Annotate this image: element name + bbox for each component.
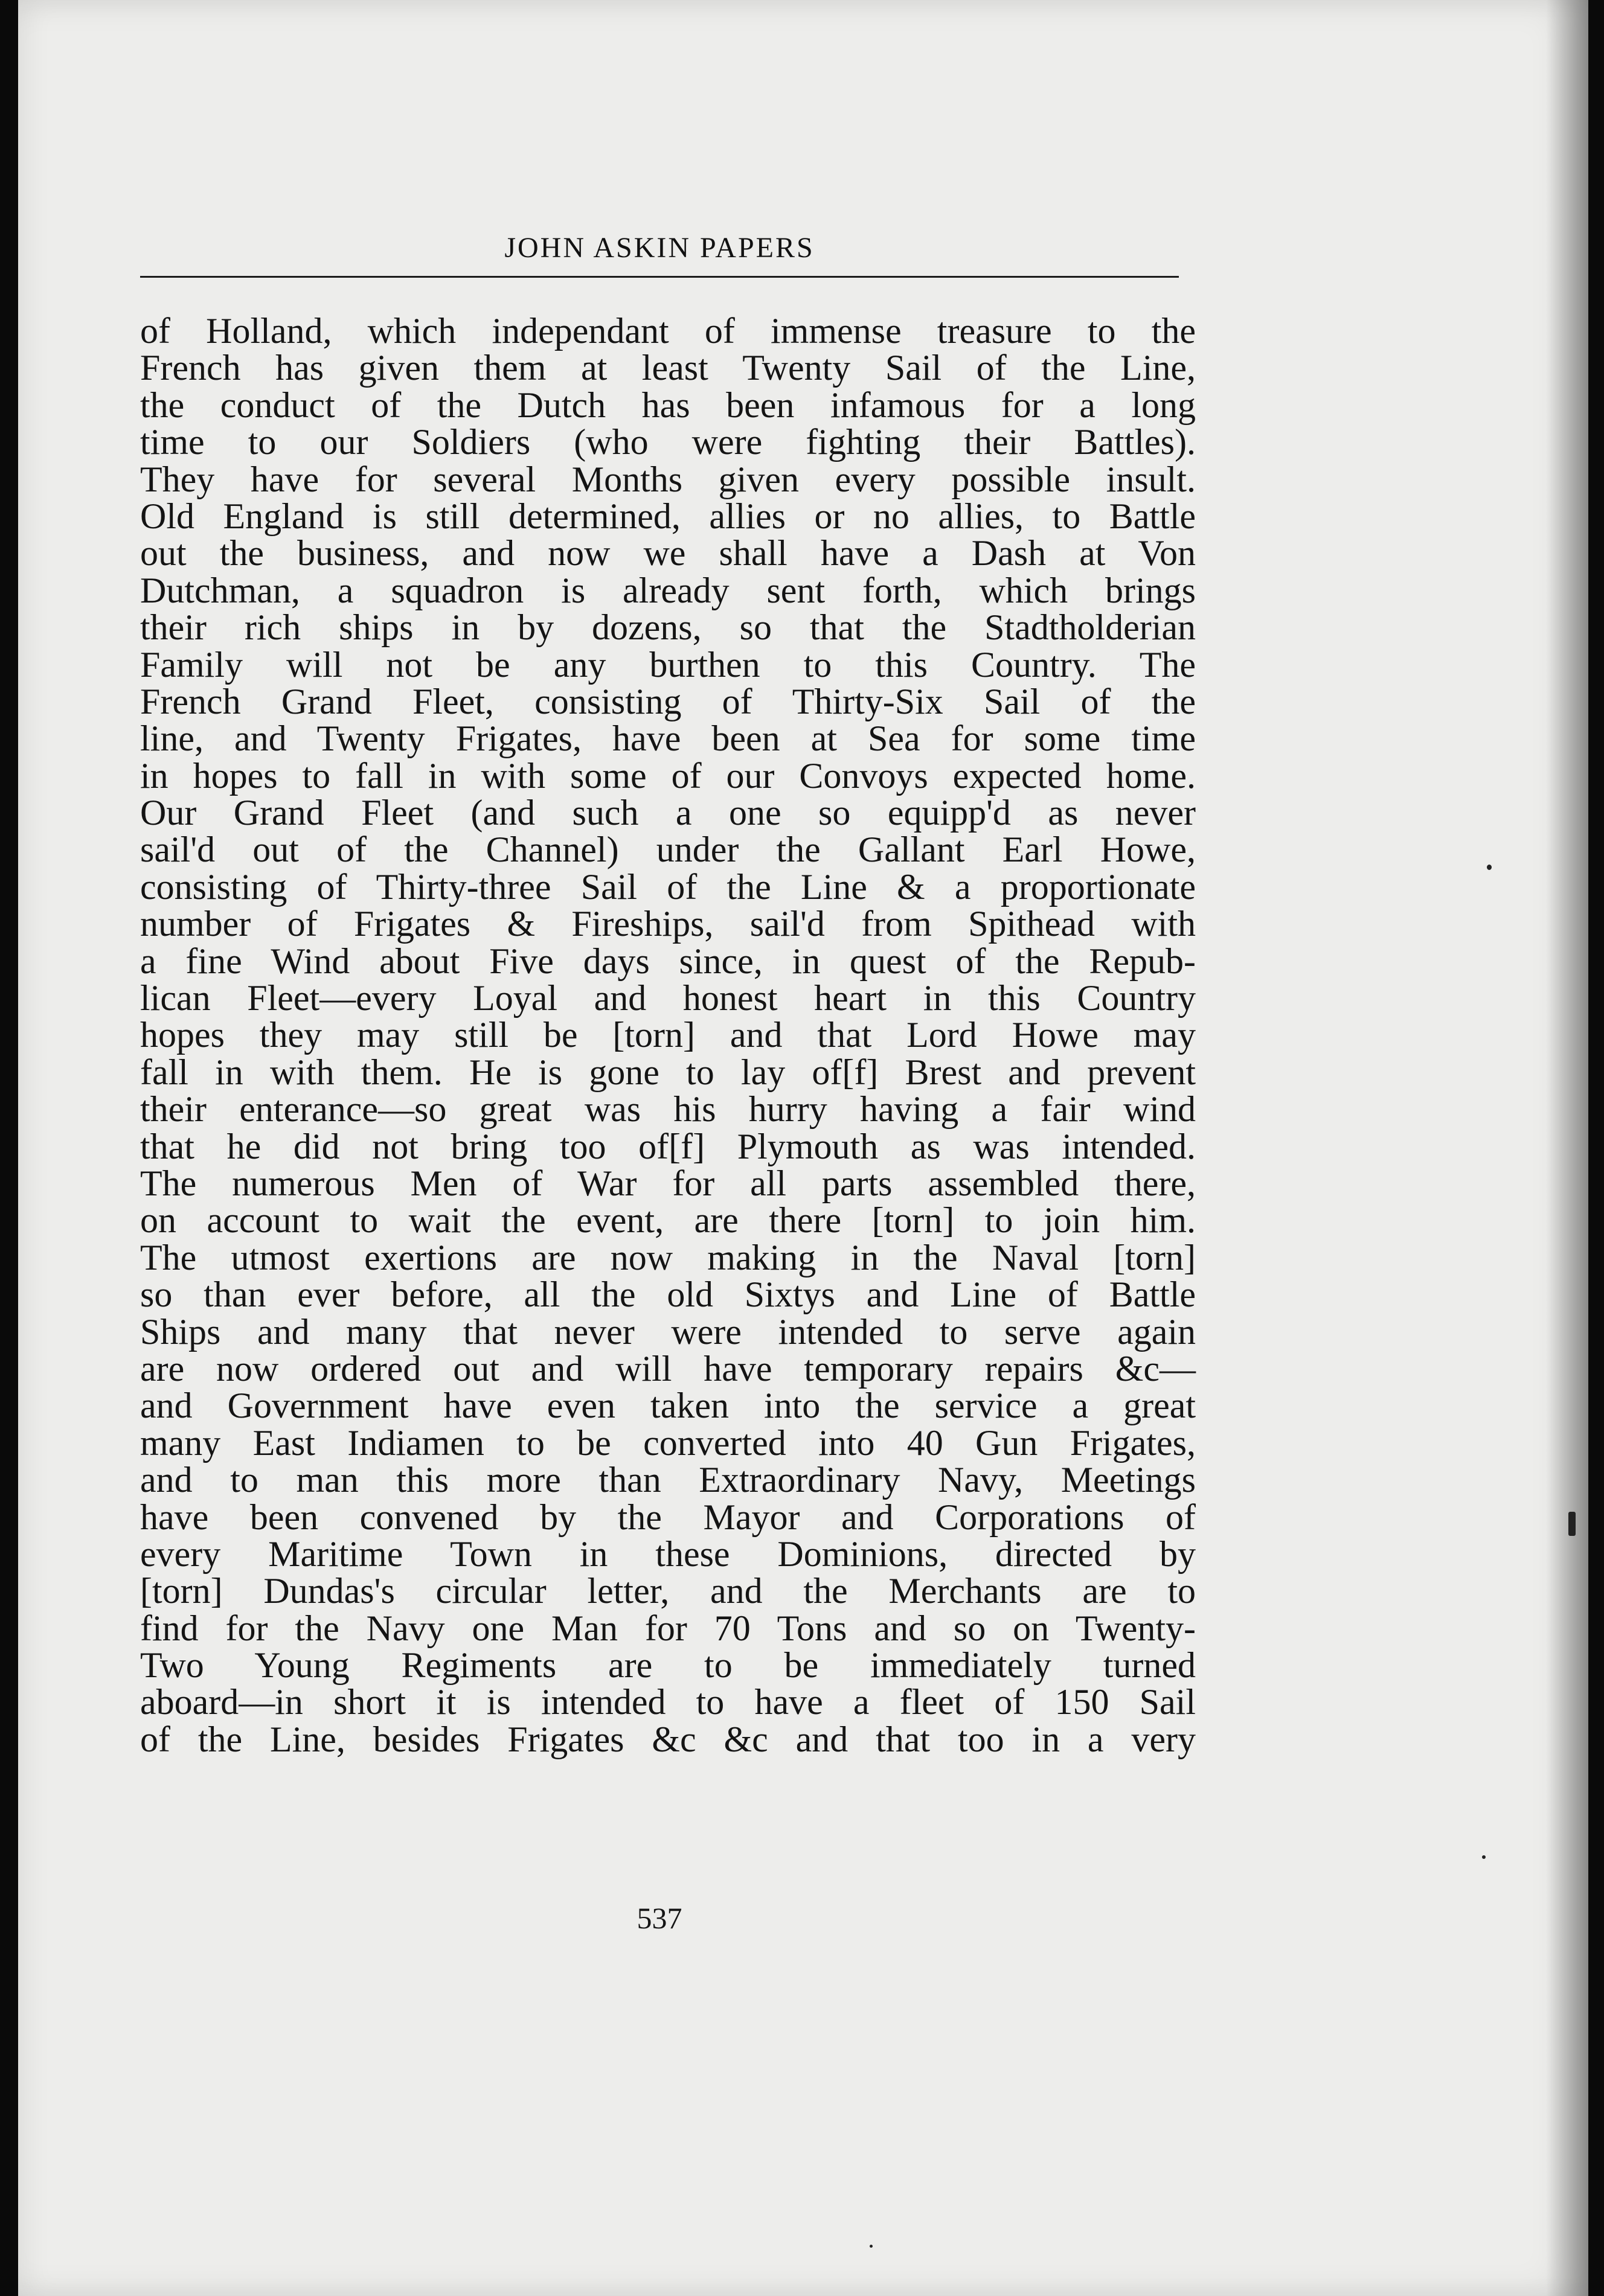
text-line: in hopes to fall in with some of our Convoys expected home. bbox=[140, 755, 1196, 796]
text-line: their rich ships in by dozens, so that the Stadtholderian bbox=[140, 607, 1196, 648]
text-line: are now ordered out and will have temporary repairs &c— bbox=[140, 1348, 1196, 1389]
text-line: lican Fleet—every Loyal and honest heart in this Country bbox=[140, 978, 1196, 1018]
text-line: French Grand Fleet, consisting of Thirty-Six Sail of the bbox=[140, 681, 1196, 721]
text-line: Ships and many that never were intended to serve again bbox=[140, 1311, 1196, 1352]
text-line: The numerous Men of War for all parts assembled there, bbox=[140, 1163, 1196, 1203]
text-line: many East Indiamen to be converted into 40 Gun Frigates, bbox=[140, 1422, 1196, 1463]
text-line: Two Young Regiments are to be immediately turned bbox=[140, 1645, 1196, 1686]
text-line: a fine Wind about Five days since, in quest of the Repub- bbox=[140, 941, 1196, 981]
text-line: Family will not be any burthen to this Country. The bbox=[140, 644, 1196, 685]
text-line: number of Frigates & Fireships, sail'd from Spithead with bbox=[140, 904, 1196, 944]
text-line: out the business, and now we shall have a Dash at Von bbox=[140, 533, 1196, 574]
paper-speck bbox=[1487, 865, 1492, 870]
page-header bbox=[140, 231, 1179, 275]
text-line: line, and Twenty Frigates, have been at Sea for some time bbox=[140, 718, 1196, 759]
paper-speck bbox=[870, 2245, 873, 2248]
text-line: [torn] Dundas's circular letter, and the Merchants are to bbox=[140, 1571, 1196, 1611]
text-line: on account to wait the event, are there [torn] to join him. bbox=[140, 1200, 1196, 1241]
paper-speck bbox=[1568, 1512, 1576, 1536]
text-line: French has given them at least Twenty Sail of the Line, bbox=[140, 348, 1196, 388]
text-line: so than ever before, all the old Sixtys and Line of Battle bbox=[140, 1274, 1196, 1315]
text-line: fall in with them. He is gone to lay of[f] Brest and prevent bbox=[140, 1052, 1196, 1092]
body-text bbox=[140, 313, 1196, 1758]
text-line: of Holland, which independant of immense treasure to the bbox=[140, 311, 1196, 351]
text-line: have been convened by the Mayor and Corporations of bbox=[140, 1497, 1196, 1537]
text-line: their enterance—so great was his hurry having a fair wind bbox=[140, 1089, 1196, 1130]
text-line: that he did not bring too of[f] Plymouth as was intended. bbox=[140, 1126, 1196, 1166]
text-line: of the Line, besides Frigates &c &c and that too in a very bbox=[140, 1719, 1196, 1759]
header-rule bbox=[140, 276, 1179, 278]
text-line: consisting of Thirty-three Sail of the Line & a proportionate bbox=[140, 866, 1196, 907]
text-line: hopes they may still be [torn] and that Lord Howe may bbox=[140, 1015, 1196, 1055]
text-line: Dutchman, a squadron is already sent forth, which brings bbox=[140, 570, 1196, 610]
text-line: the conduct of the Dutch has been infamous for a long bbox=[140, 385, 1196, 425]
text-line: aboard—in short it is intended to have a fleet of 150 Sail bbox=[140, 1682, 1196, 1722]
text-line: Our Grand Fleet (and such a one so equipp'd as never bbox=[140, 793, 1196, 833]
text-line: and Government have even taken into the service a great bbox=[140, 1386, 1196, 1426]
text-line: The utmost exertions are now making in the Naval [torn] bbox=[140, 1237, 1196, 1278]
page-edge-shadow bbox=[1546, 0, 1588, 2296]
text-line: and to man this more than Extraordinary Navy, Meetings bbox=[140, 1460, 1196, 1500]
text-line: time to our Soldiers (who were fighting their Battles). bbox=[140, 422, 1196, 462]
page-number: 537 bbox=[637, 1901, 682, 1935]
running-head: JOHN ASKIN PAPERS bbox=[504, 232, 815, 264]
paper-speck bbox=[1482, 1855, 1486, 1859]
text-line: Old England is still determined, allies or no allies, to Battle bbox=[140, 496, 1196, 536]
text-line: every Maritime Town in these Dominions, directed by bbox=[140, 1533, 1196, 1574]
text-line: sail'd out of the Channel) under the Gallant Earl Howe, bbox=[140, 830, 1196, 870]
text-line: They have for several Months given every possible insult. bbox=[140, 459, 1196, 499]
text-line: find for the Navy one Man for 70 Tons and so on Twenty- bbox=[140, 1608, 1196, 1648]
